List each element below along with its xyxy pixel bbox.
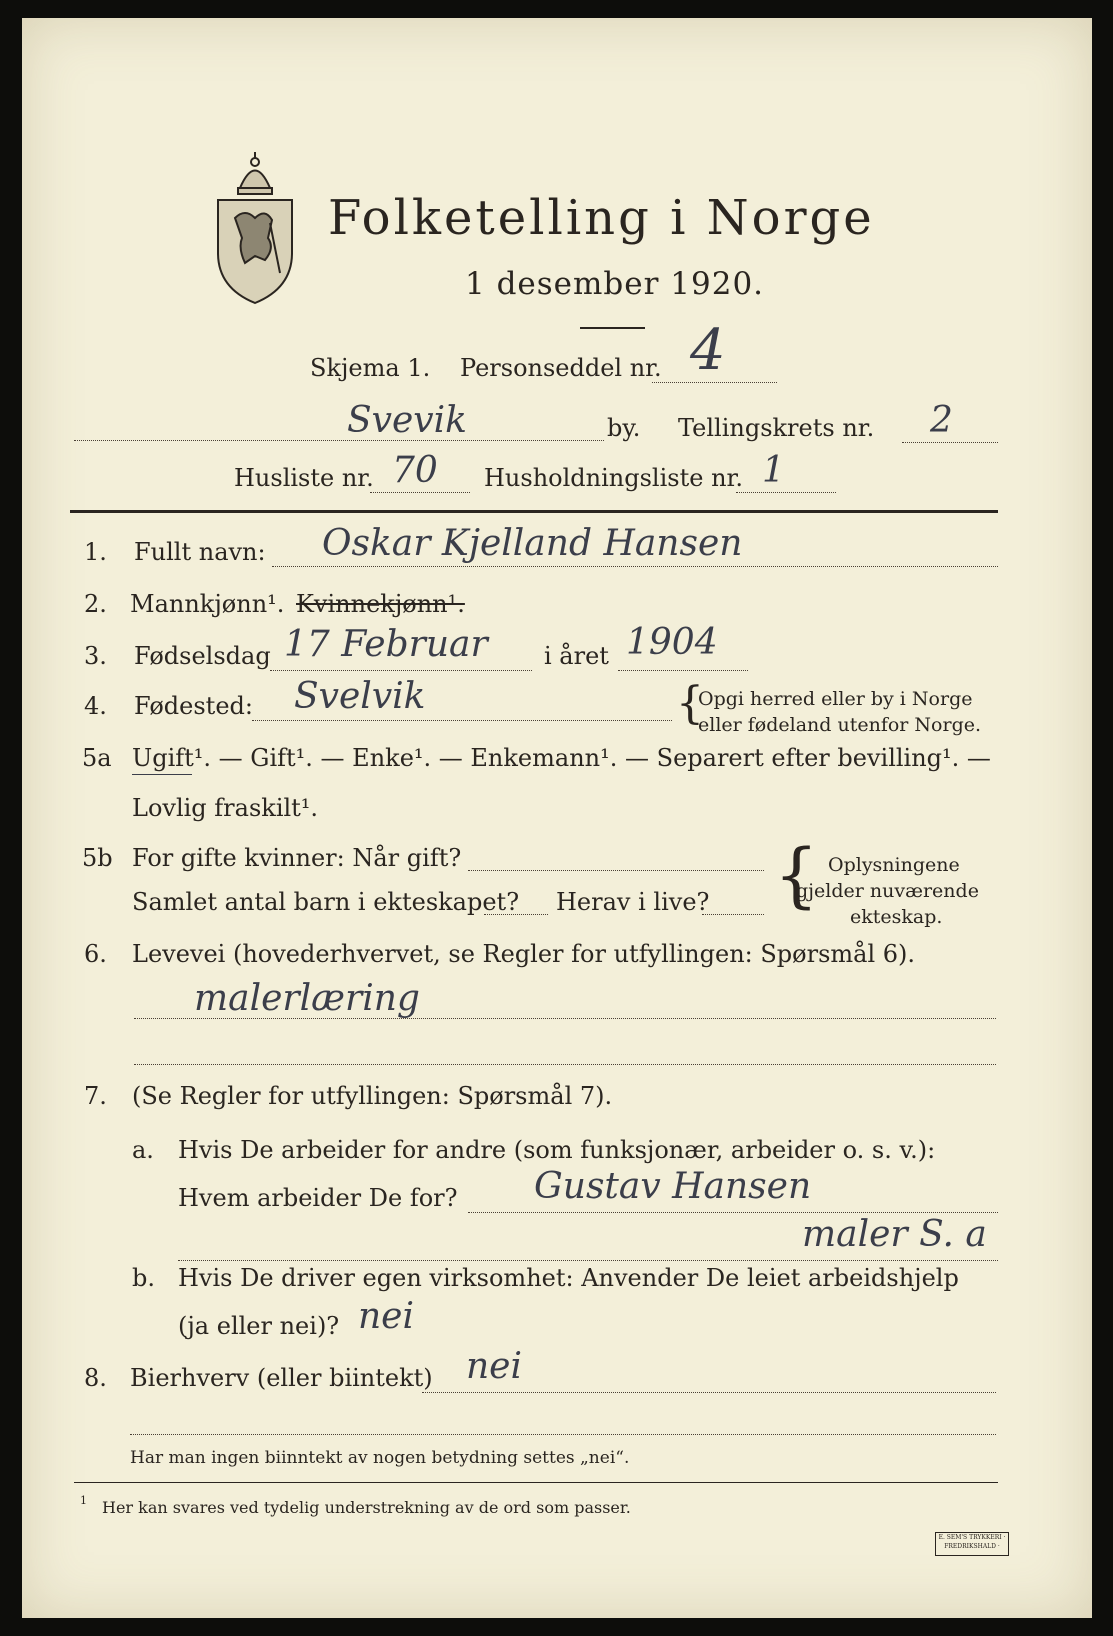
q6-line2: [134, 1064, 996, 1065]
tellingskrets-line: [902, 442, 998, 443]
q5a-number: 5a: [82, 744, 112, 772]
q1-value: Oskar Kjelland Hansen: [322, 523, 743, 564]
q4-number: 4.: [84, 692, 107, 720]
town-value: Svevik: [347, 400, 467, 441]
q3-year-value: 1904: [626, 622, 718, 663]
q5b-note-line2: gjelder nuværende: [796, 880, 979, 902]
schema-label: Skjema 1.: [310, 354, 431, 382]
q4-line: [252, 720, 672, 721]
q5b-note-line1: Oplysningene: [828, 854, 960, 876]
header-rule: [70, 510, 998, 513]
census-form: [22, 18, 1092, 1618]
q6-line1: [134, 1018, 996, 1019]
q7b-line2: (ja eller nei)?: [178, 1312, 340, 1340]
q3-label: Fødselsdag: [134, 642, 271, 670]
q2-number: 2.: [84, 590, 107, 618]
husliste-value: 70: [392, 450, 438, 491]
coat-of-arms-icon: [210, 148, 300, 308]
q7-label: (Se Regler for utfyllingen: Spørsmål 7).: [132, 1082, 613, 1110]
q7b-letter: b.: [132, 1264, 155, 1292]
footnote-mark: 1: [80, 1494, 87, 1507]
q7b-value: nei: [358, 1296, 415, 1337]
q3-year-line: [618, 670, 748, 671]
q7b-line1: Hvis De driver egen virksomhet: Anvender De leiet arbeidshjelp: [178, 1264, 959, 1292]
q6-number: 6.: [84, 940, 107, 968]
q5a-line2: Lovlig fraskilt¹.: [132, 794, 319, 822]
census-date: 1 desember 1920.: [465, 266, 765, 302]
q5a-underline: [132, 774, 192, 775]
q1-line: [272, 566, 998, 567]
husliste-label: Husliste nr.: [234, 464, 374, 492]
q4-label: Fødested:: [134, 692, 253, 720]
q5b-label2: Samlet antal barn i ekteskapet?: [132, 888, 520, 916]
q7a-value2: maler S. a: [802, 1214, 987, 1255]
q3-day-value: 17 Februar: [284, 624, 488, 665]
footer-rule: [74, 1482, 998, 1483]
q7a-value1: Gustav Hansen: [534, 1166, 812, 1207]
q2-male: Mannkjønn¹.: [130, 590, 285, 618]
q6-label: Levevei (hovederhvervet, se Regler for utfyllingen: Spørsmål 6).: [132, 940, 916, 968]
q5b-number: 5b: [82, 844, 113, 872]
q8-number: 8.: [84, 1364, 107, 1392]
tellingskrets-value: 2: [930, 400, 953, 441]
husholdningsliste-line: [736, 492, 836, 493]
q3-number: 3.: [84, 642, 107, 670]
q5b-brace: {: [774, 834, 819, 916]
q5b-label3: Herav i live?: [556, 888, 710, 916]
husholdningsliste-value: 1: [762, 450, 785, 491]
q8-line-second: [130, 1434, 996, 1435]
q5b-married-line: [468, 870, 764, 871]
q5b-label1: For gifte kvinner: Når gift?: [132, 844, 462, 872]
q8-label: Bierhverv (eller biintekt): [130, 1364, 433, 1392]
q1-label: Fullt navn:: [134, 538, 266, 566]
q7a-line2: Hvem arbeider De for?: [178, 1184, 458, 1212]
footnote: Her kan svares ved tydelig understrekning av de ord som passer.: [102, 1498, 631, 1517]
personseddel-value: 4: [690, 318, 726, 383]
q7-number: 7.: [84, 1082, 107, 1110]
q3-day-line: [270, 670, 532, 671]
q4-value: Svelvik: [294, 676, 426, 717]
q5b-living-line: [702, 914, 764, 915]
personseddel-label: Personseddel nr.: [460, 354, 662, 382]
q4-note-line2: eller fødeland utenfor Norge.: [698, 714, 982, 736]
q7a-line: [468, 1212, 998, 1213]
q2-female: Kvinnekjønn¹.: [296, 590, 465, 618]
q5b-children-line: [484, 914, 548, 915]
q5a-line1: Ugift¹. — Gift¹. — Enke¹. — Enkemann¹. — Separert efter bevilling¹. —: [132, 744, 991, 772]
q7a-line-second: [178, 1260, 998, 1261]
q1-number: 1.: [84, 538, 107, 566]
q4-brace: {: [676, 678, 704, 729]
q5b-note-line3: ekteskap.: [850, 906, 943, 928]
by-label: by.: [607, 414, 641, 442]
husliste-line: [370, 492, 470, 493]
form-title: Folketelling i Norge: [328, 190, 875, 246]
printer-stamp: E. SEM'S TRYKKERI · FREDRIKSHALD ·: [935, 1532, 1009, 1556]
tellingskrets-label: Tellingskrets nr.: [678, 414, 875, 442]
q8-line: [422, 1392, 996, 1393]
q6-value: malerlæring: [194, 978, 420, 1019]
nei-note: Har man ingen biinntekt av nogen betydning settes „nei“.: [130, 1448, 630, 1468]
town-line: [74, 440, 604, 441]
husholdningsliste-label: Husholdningsliste nr.: [484, 464, 743, 492]
q4-note-line1: Opgi herred eller by i Norge: [698, 688, 973, 710]
q8-value: nei: [466, 1346, 523, 1387]
q7a-line1: Hvis De arbeider for andre (som funksjonær, arbeider o. s. v.):: [178, 1136, 936, 1164]
q3-year-label: i året: [544, 642, 609, 670]
title-divider: [580, 327, 645, 329]
q7a-letter: a.: [132, 1136, 154, 1164]
